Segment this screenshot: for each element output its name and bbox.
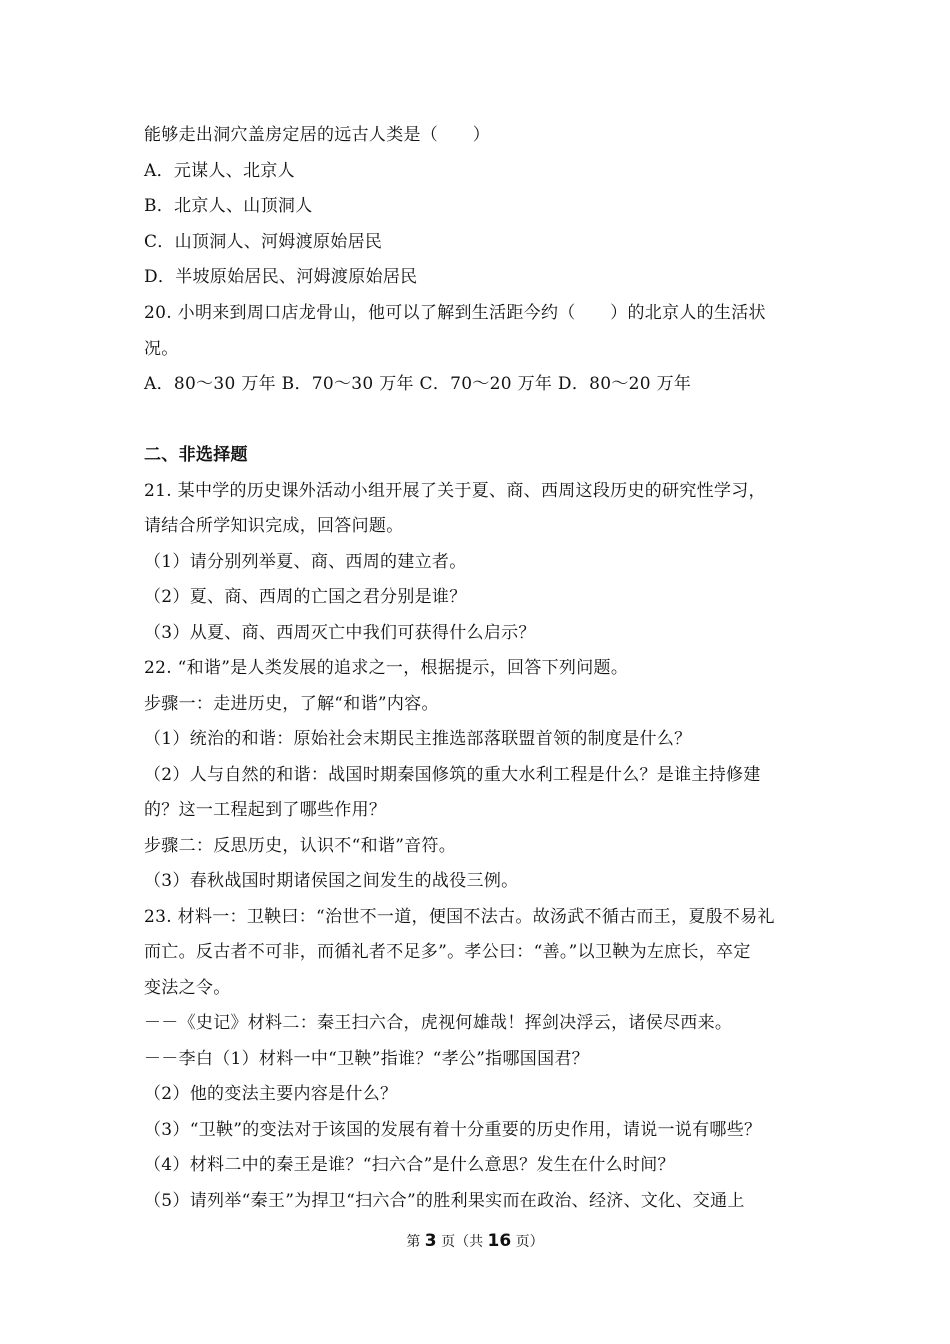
footer-prefix: 第 [406, 1234, 421, 1250]
q22-part3: （3）春秋战国时期诸侯国之间发生的战役三例。 [144, 871, 519, 891]
q23-part4: （4）材料二中的秦王是谁？“扫六合”是什么意思？发生在什么时间？ [144, 1155, 675, 1175]
q19-option-b: B．北京人、山顶洞人 [144, 196, 313, 216]
q21-part1: （1）请分别列举夏、商、西周的建立者。 [144, 552, 467, 572]
q22-part2-line1: （2）人与自然的和谐：战国时期秦国修筑的重大水利工程是什么？是谁主持修建 [144, 765, 761, 785]
q21-stem-line1: 21. 某中学的历史课外活动小组开展了关于夏、商、西周这段历史的研究性学习， [144, 481, 766, 501]
q21-stem-line2: 请结合所学知识完成，回答问题。 [144, 516, 404, 536]
footer-middle: 页（共 [441, 1234, 484, 1250]
q23-part1: －－李白（1）材料一中“卫鞅”指谁？“孝公”指哪国国君？ [144, 1049, 589, 1069]
q20-options: A．80～30 万年 B．70～30 万年 C．70～20 万年 D．80～20 万年 [144, 374, 692, 394]
q19-option-a: A．元谋人、北京人 [144, 161, 295, 181]
q22-stem: 22. “和谐”是人类发展的追求之一，根据提示，回答下列问题。 [144, 658, 629, 678]
q23-part5: （5）请列举“秦王”为捍卫“扫六合”的胜利果实而在政治、经济、文化、交通上 [144, 1191, 745, 1211]
q22-step1: 步骤一：走进历史，了解“和谐”内容。 [144, 694, 439, 714]
footer-current-page: 3 [424, 1231, 437, 1251]
section-heading: 二、非选择题 [144, 445, 248, 465]
q23-part3: （3）“卫鞅”的变法对于该国的发展有着十分重要的历史作用，请说一说有哪些？ [144, 1120, 762, 1140]
q20-stem-line1: 20. 小明来到周口店龙骨山，他可以了解到生活距今约（ ）的北京人的生活状 [144, 303, 766, 323]
q23-material1-line1: 23. 材料一：卫鞅曰：“治世不一道，便国不法古。故汤武不循古而王，夏殷不易礼 [144, 907, 775, 927]
page-footer [0, 1231, 950, 1252]
q23-material1-line3: 变法之令。 [144, 978, 231, 998]
q22-part2-line2: 的？这一工程起到了哪些作用？ [144, 800, 387, 820]
footer-suffix: 页） [515, 1234, 544, 1250]
footer-total-pages: 16 [487, 1231, 512, 1251]
q21-part2: （2）夏、商、西周的亡国之君分别是谁？ [144, 587, 467, 607]
q23-material1-line2: 而亡。反古者不可非，而循礼者不足多”。孝公曰：“善。”以卫鞅为左庶长，卒定 [144, 942, 751, 962]
q22-part1: （1）统治的和谐：原始社会末期民主推选部落联盟首领的制度是什么？ [144, 729, 692, 749]
q19-option-c: C．山顶洞人、河姆渡原始居民 [144, 232, 383, 252]
q20-stem-line2: 况。 [144, 339, 179, 359]
q21-part3: （3）从夏、商、西周灭亡中我们可获得什么启示？ [144, 623, 536, 643]
q19-option-d: D．半坡原始居民、河姆渡原始居民 [144, 267, 418, 287]
q22-step2: 步骤二：反思历史，认识不“和谐”音符。 [144, 836, 457, 856]
q19-stem: 能够走出洞穴盖房定居的远古人类是（ ） [144, 125, 490, 145]
q23-material2: －－《史记》材料二：秦王扫六合，虎视何雄哉！挥剑决浮云，诸侯尽西来。 [144, 1013, 733, 1033]
q23-part2: （2）他的变法主要内容是什么？ [144, 1084, 398, 1104]
